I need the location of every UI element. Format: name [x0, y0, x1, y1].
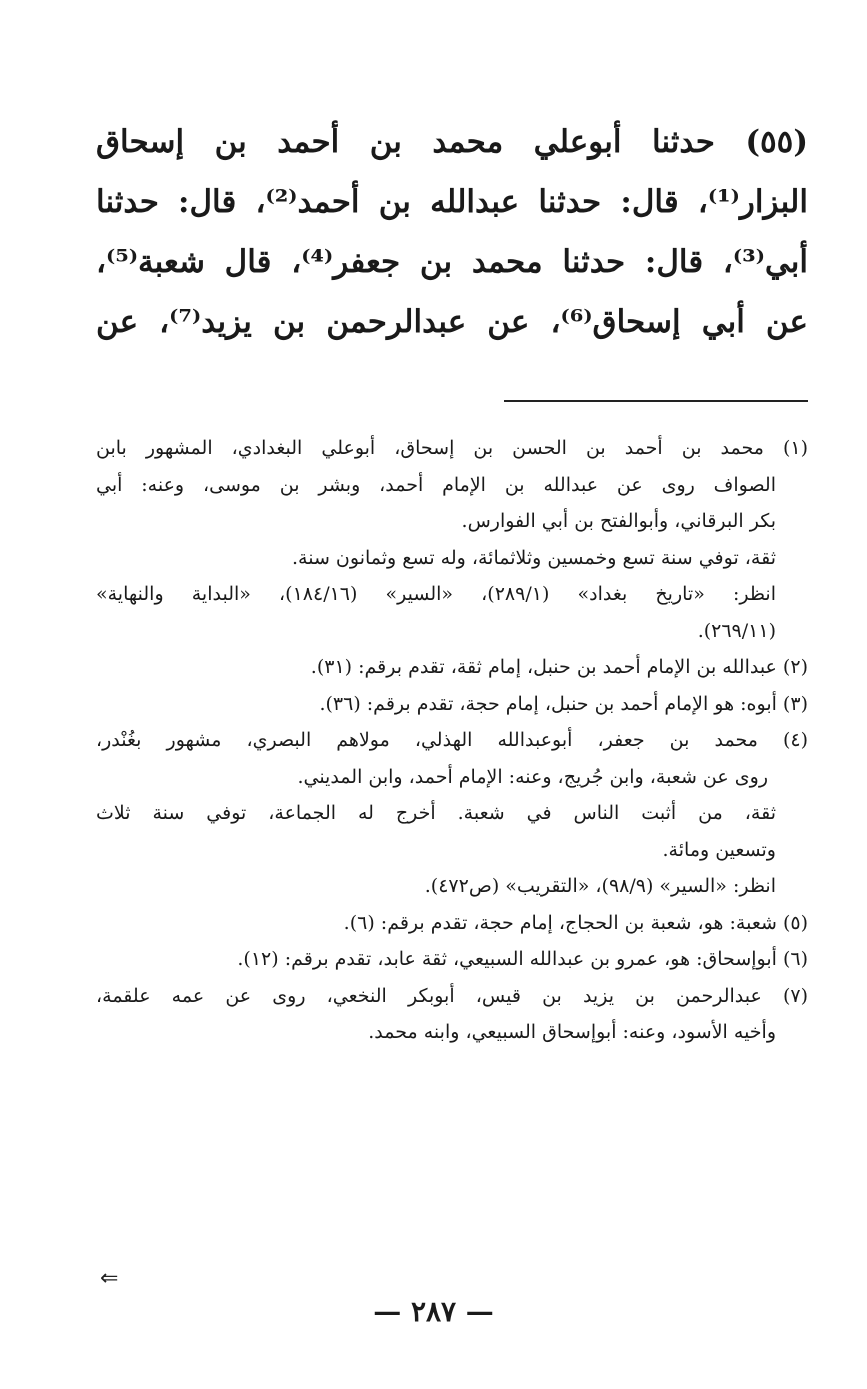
footnote-line: الصواف روى عن عبدالله بن الإمام أحمد، وبشر بن موسى، وعنه: أبي — [96, 473, 776, 496]
footnote-line: ثقة، توفي سنة تسع وخمسين وثلاثمائة، وله تسع وثمانون سنة. — [292, 546, 776, 569]
hadith-line: أبي⁽³⁾، قال: حدثنا محمد بن جعفر⁽⁴⁾، قال شعبة⁽⁵⁾، — [96, 244, 808, 280]
hadith-line: البزار⁽¹⁾، قال: حدثنا عبدالله بن أحمد⁽²⁾، قال: حدثنا — [96, 184, 808, 220]
footnote-line: (٢) عبدالله بن الإمام أحمد بن حنبل، إمام ثقة، تقدم برقم: (٣١). — [310, 656, 808, 678]
hadith-line: (٥٥) حدثنا أبوعلي محمد بن أحمد بن إسحاق — [96, 124, 808, 160]
footnote-line: (١) محمد بن أحمد بن الحسن بن إسحاق، أبوعلي البغدادي، المشهور بابن — [96, 437, 808, 459]
footnote-line: (٣) أبوه: هو الإمام أحمد بن حنبل، إمام حجة، تقدم برقم: (٣٦). — [319, 692, 808, 715]
footnote-line: ثقة، من أثبت الناس في شعبة. أخرج له الجماعة، توفي سنة ثلاث — [96, 802, 776, 824]
footnote-divider — [504, 400, 808, 402]
continue-arrow-icon: ⇐ — [100, 1266, 119, 1291]
footnote-line: (٢٦٩/١١). — [697, 619, 776, 642]
footnote-line: انظر: «السير» (٩٨/٩)، «التقريب» (ص٤٧٢). — [424, 875, 776, 897]
footnote-line: (٧) عبدالرحمن بن يزيد بن قيس، أبوبكر النخعي، روى عن عمه علقمة، — [96, 984, 808, 1007]
footnote-line: روى عن شعبة، وابن جُريج، وعنه: الإمام أحمد، وابن المديني. — [297, 765, 768, 788]
footnote-line: (٦) أبوإسحاق: هو، عمرو بن عبدالله السبيعي، ثقة عابد، تقدم برقم: (١٢). — [237, 948, 808, 970]
footnote-line: (٤) محمد بن جعفر، أبوعبدالله الهذلي، مولاهم البصري، مشهور بغُنْدر، — [96, 729, 808, 751]
footnote-line: (٥) شعبة: هو، شعبة بن الحجاج، إمام حجة، تقدم برقم: (٦). — [343, 911, 808, 934]
hadith-text — [96, 112, 808, 352]
footnote-line: وتسعين ومائة. — [662, 838, 776, 861]
footnote-line: انظر: «تاريخ بغداد» (٢٨٩/١)، «السير» (١٨٤/١٦)، «البداية والنهاية» — [96, 583, 776, 605]
footnote-line: وأخيه الأسود، وعنه: أبوإسحاق السبيعي، وابنه محمد. — [368, 1021, 776, 1043]
hadith-line: عن أبي إسحاق⁽⁶⁾، عن عبدالرحمن بن يزيد⁽⁷⁾، عن — [96, 304, 808, 340]
footnotes — [96, 430, 808, 1051]
page-number: — ٢٨٧ — — [373, 1295, 494, 1328]
footnote-line: بكر البرقاني، وأبوالفتح بن أبي الفوارس. — [461, 510, 776, 532]
